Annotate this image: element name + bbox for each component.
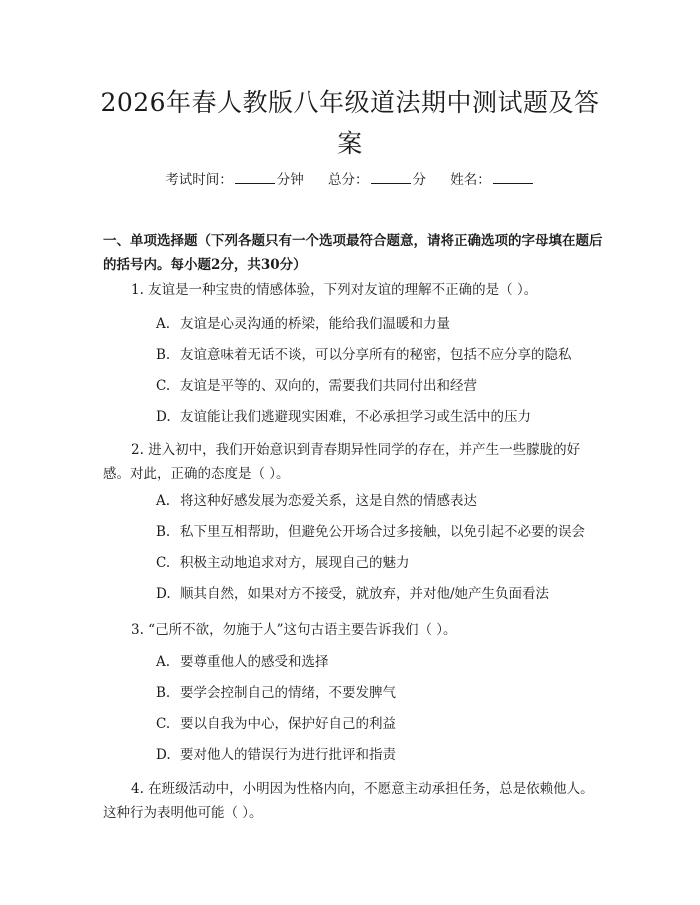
option-text: 积极主动地追求对方，展现自己的魅力	[180, 555, 410, 571]
option-text: 友谊是心灵沟通的桥梁，能给我们温暖和力量	[180, 316, 450, 332]
option-text: 要尊重他人的感受和选择	[180, 654, 329, 670]
option-letter: B.	[156, 685, 171, 701]
option-letter: B.	[156, 347, 171, 363]
exam-meta-line	[0, 168, 700, 188]
option-text: 要学会控制自己的情绪，不要发脾气	[180, 685, 396, 701]
option-text: 要以自我为中心，保护好自己的利益	[180, 716, 396, 732]
question-3-option-a	[156, 652, 606, 672]
option-letter: B.	[156, 524, 171, 540]
option-text: 友谊是平等的、双向的，需要我们共同付出和经营	[180, 378, 477, 394]
question-1-option-c	[156, 376, 606, 396]
student-name-blank	[493, 171, 533, 184]
student-name-label: 姓名：	[450, 172, 491, 188]
option-text: 要对他人的错误行为进行批评和指责	[180, 747, 396, 763]
question-3-option-b	[156, 683, 606, 703]
question-1-stem: 1. 友谊是一种宝贵的情感体验，下列对友谊的理解不正确的是（ ）。	[131, 282, 538, 298]
exam-time-blank	[235, 171, 275, 184]
document-title: 2026年春人教版八年级道法期中测试题及答案	[100, 88, 600, 158]
option-letter: A.	[156, 493, 171, 509]
option-letter: D.	[156, 747, 171, 763]
question-2-option-c	[156, 553, 606, 573]
total-score-label: 总分：	[328, 172, 369, 188]
question-2-option-a	[156, 491, 606, 511]
option-letter: A.	[156, 654, 171, 670]
option-letter: D.	[156, 586, 171, 602]
option-letter: A.	[156, 316, 171, 332]
option-text: 友谊能让我们逃避现实困难，不必承担学习或生活中的压力	[180, 409, 531, 425]
question-1-option-d	[156, 407, 606, 427]
option-letter: C.	[156, 716, 171, 732]
question-4-stem: 4. 在班级活动中，小明因为性格内向，不愿意主动承担任务，总是依赖他人。这种行为表明他可能（ ）。	[103, 781, 594, 821]
option-text: 顺其自然，如果对方不接受，就放弃，并对他/她产生负面看法	[180, 586, 550, 602]
exam-time-unit: 分钟	[276, 172, 304, 188]
section-heading-single-choice: 一、单项选择题（下列各题只有一个选项最符合题意，请将正确选项的字母填在题后的括号内。每小题2分，共30分）	[103, 233, 603, 273]
exam-time-label: 考试时间：	[165, 172, 233, 188]
option-letter: C.	[156, 378, 171, 394]
option-text: 私下里互相帮助，但避免公开场合过多接触，以免引起不必要的误会	[180, 524, 585, 540]
question-2-option-b	[156, 522, 606, 542]
question-1-option-a	[156, 314, 606, 334]
question-2-stem: 2. 进入初中，我们开始意识到青春期异性同学的存在，并产生一些朦胧的好感。对此，正确的态度是（ ）。	[103, 442, 581, 482]
option-text: 将这种好感发展为恋爱关系，这是自然的情感表达	[180, 493, 477, 509]
option-letter: C.	[156, 555, 171, 571]
total-score-field	[328, 168, 426, 188]
question-1-option-b	[156, 345, 606, 365]
option-letter: D.	[156, 409, 171, 425]
question-3-option-c	[156, 714, 606, 734]
total-score-unit: 分	[412, 172, 426, 188]
total-score-blank	[371, 171, 411, 184]
question-3-option-d	[156, 745, 606, 765]
question-2-option-d	[156, 584, 606, 604]
question-3-stem: 3. “己所不欲，勿施于人”这句古语主要告诉我们（ ）。	[131, 622, 457, 638]
exam-time-field	[165, 168, 304, 188]
student-name-field	[450, 168, 535, 188]
option-text: 友谊意味着无话不谈，可以分享所有的秘密，包括不应分享的隐私	[180, 347, 572, 363]
